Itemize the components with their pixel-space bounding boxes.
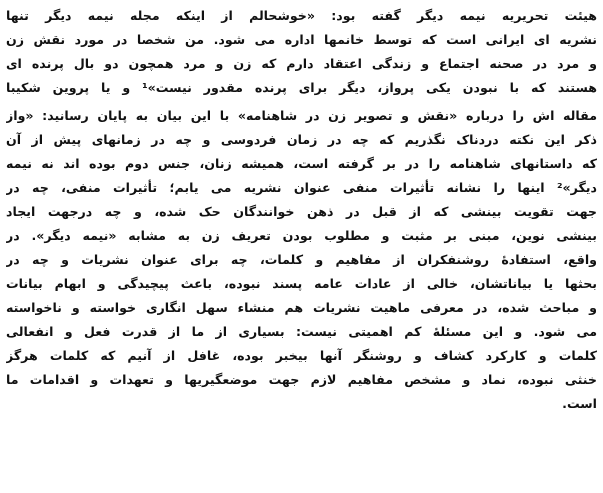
text-line: است. (562, 396, 597, 411)
text-line: کلمات و کارکرد کشاف و روشنگر آنها بیخبر بوده، غافل از آنیم که کلمات هرگز (6, 348, 597, 363)
text-line: نشریه ای ایرانی است که توسط خانمها اداره می شود. من شخصا در مورد نقش زن (6, 32, 597, 47)
text-line: و مرد در صحنه اجتماع و زندگی اعتقاد دارم که زن و مرد همچون دو بال پرنده ای (6, 56, 597, 71)
text-line: ذکر این نکته دردناک نگذریم که چه در زمان فردوسی و چه در زمانهای پیش از آن (6, 132, 597, 147)
text-line: هیئت تحریریه نیمه دیگر گفته بود: «خوشحالم از اینکه مجله نیمه دیگر تنها (6, 8, 597, 23)
text-line: و مباحث شده، در معرفی ماهیت نشریات هم منشاء سهل انگاری خواسته و ناخواسته (6, 300, 597, 315)
text-line: هستند که با نبودن یکی پرواز، دیگر برای پرنده مقدور نیست»¹ و یا پروین شکیبا (6, 80, 597, 95)
body-paragraph (6, 4, 597, 416)
text-line: خنثی نبوده، نماد و مشخص مفاهیم لازم جهت موضعگیریها و تعهدات و اقدامات ما (6, 372, 597, 387)
text-line: می شود. و این مسئلهٔ کم اهمیتی نیست: بسیاری از ما از قدرت فعل و انفعالی (6, 324, 597, 339)
text-line: مقاله اش را درباره «نقش و تصویر زن در شاهنامه» با این بیان به پایان رسانید: «واز (6, 108, 597, 123)
text-line: جهت تقویت بینشی که از قبل در ذهن خوانندگان حک شده، و چه درجهت ایجاد (6, 204, 597, 219)
text-line: بینشی نوین، مبنی بر مثبت و مطلوب بودن تعریف زن به مشابه «نیمه دیگر». در (6, 228, 597, 243)
text-line: بحثها یا بیاناتشان، خالی از عادات عامه پسند نبوده، باعث پیچیدگی و ابهام بیانات (6, 276, 597, 291)
text-line: دیگر»² اینها را نشانه تأثیرات منفی عنوان نشریه می یابم؛ تأثیرات منفی، چه در (6, 180, 597, 195)
text-line: که داستانهای شاهنامه را در بر گرفته است، همیشه زنان، جنس دوم بوده اند نه نیمه (6, 156, 597, 171)
text-line: واقع، استفادهٔ روشنفکران از مفاهیم و کلمات، چه برای عنوان نشریات و چه در (6, 252, 597, 267)
